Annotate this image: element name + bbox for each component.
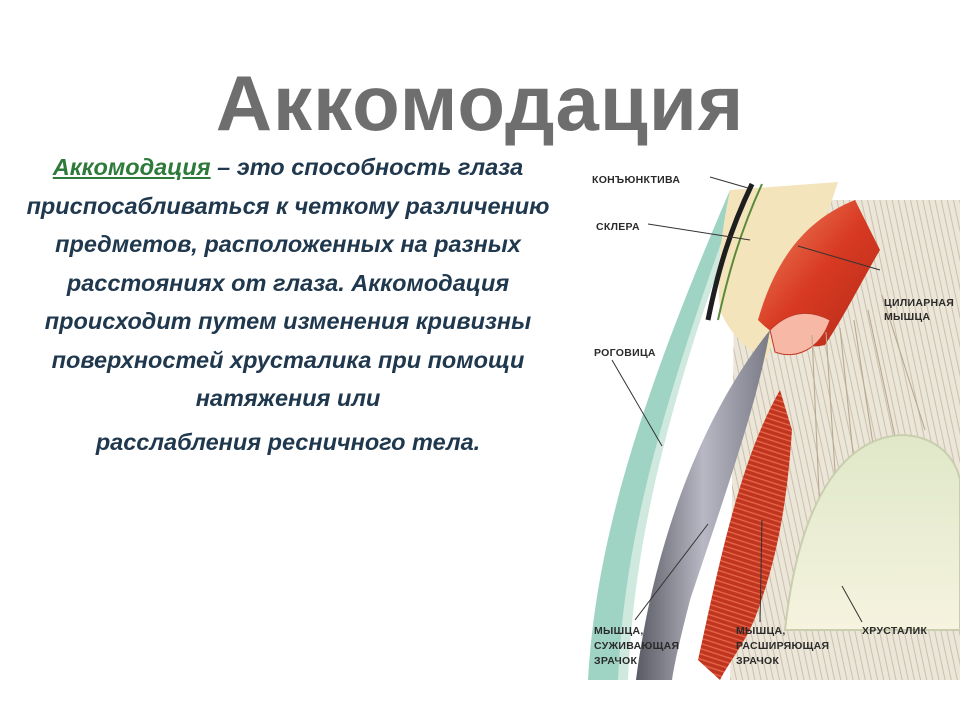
label-dilator-3: ЗРАЧОК bbox=[736, 655, 780, 667]
definition-last-line: расслабления ресничного тела. bbox=[95, 428, 481, 455]
slide-title: Аккомодация bbox=[215, 59, 745, 147]
definition-body: – это способность глаза приспосабливаться к четкому различению предметов, расположенных на разных расстояниях от глаза. Аккомодация происходит путем изменения кривизны поверхностей хрусталика при помощи натяжения или bbox=[26, 154, 550, 411]
label-cornea: РОГОВИЦА bbox=[594, 347, 656, 359]
label-constrictor-1: МЫШЦА, bbox=[594, 625, 644, 637]
label-sclera: СКЛЕРА bbox=[596, 221, 640, 233]
definition-text bbox=[20, 148, 556, 461]
label-ciliary-2: МЫШЦА bbox=[884, 311, 931, 323]
eye-anatomy-drawing bbox=[580, 160, 960, 680]
definition-term: Аккомодация bbox=[52, 154, 211, 180]
label-dilator-1: МЫШЦА, bbox=[736, 625, 786, 637]
label-conjunctiva: КОНЪЮНКТИВА bbox=[592, 174, 681, 186]
label-lens: ХРУСТАЛИК bbox=[862, 625, 928, 637]
label-ciliary-1: ЦИЛИАРНАЯ bbox=[884, 297, 955, 309]
label-dilator-2: РАСШИРЯЮЩАЯ bbox=[736, 640, 830, 652]
label-constrictor-2: СУЖИВАЮЩАЯ bbox=[594, 640, 680, 652]
label-constrictor-3: ЗРАЧОК bbox=[594, 655, 638, 667]
eye-anatomy-figure bbox=[580, 160, 960, 680]
